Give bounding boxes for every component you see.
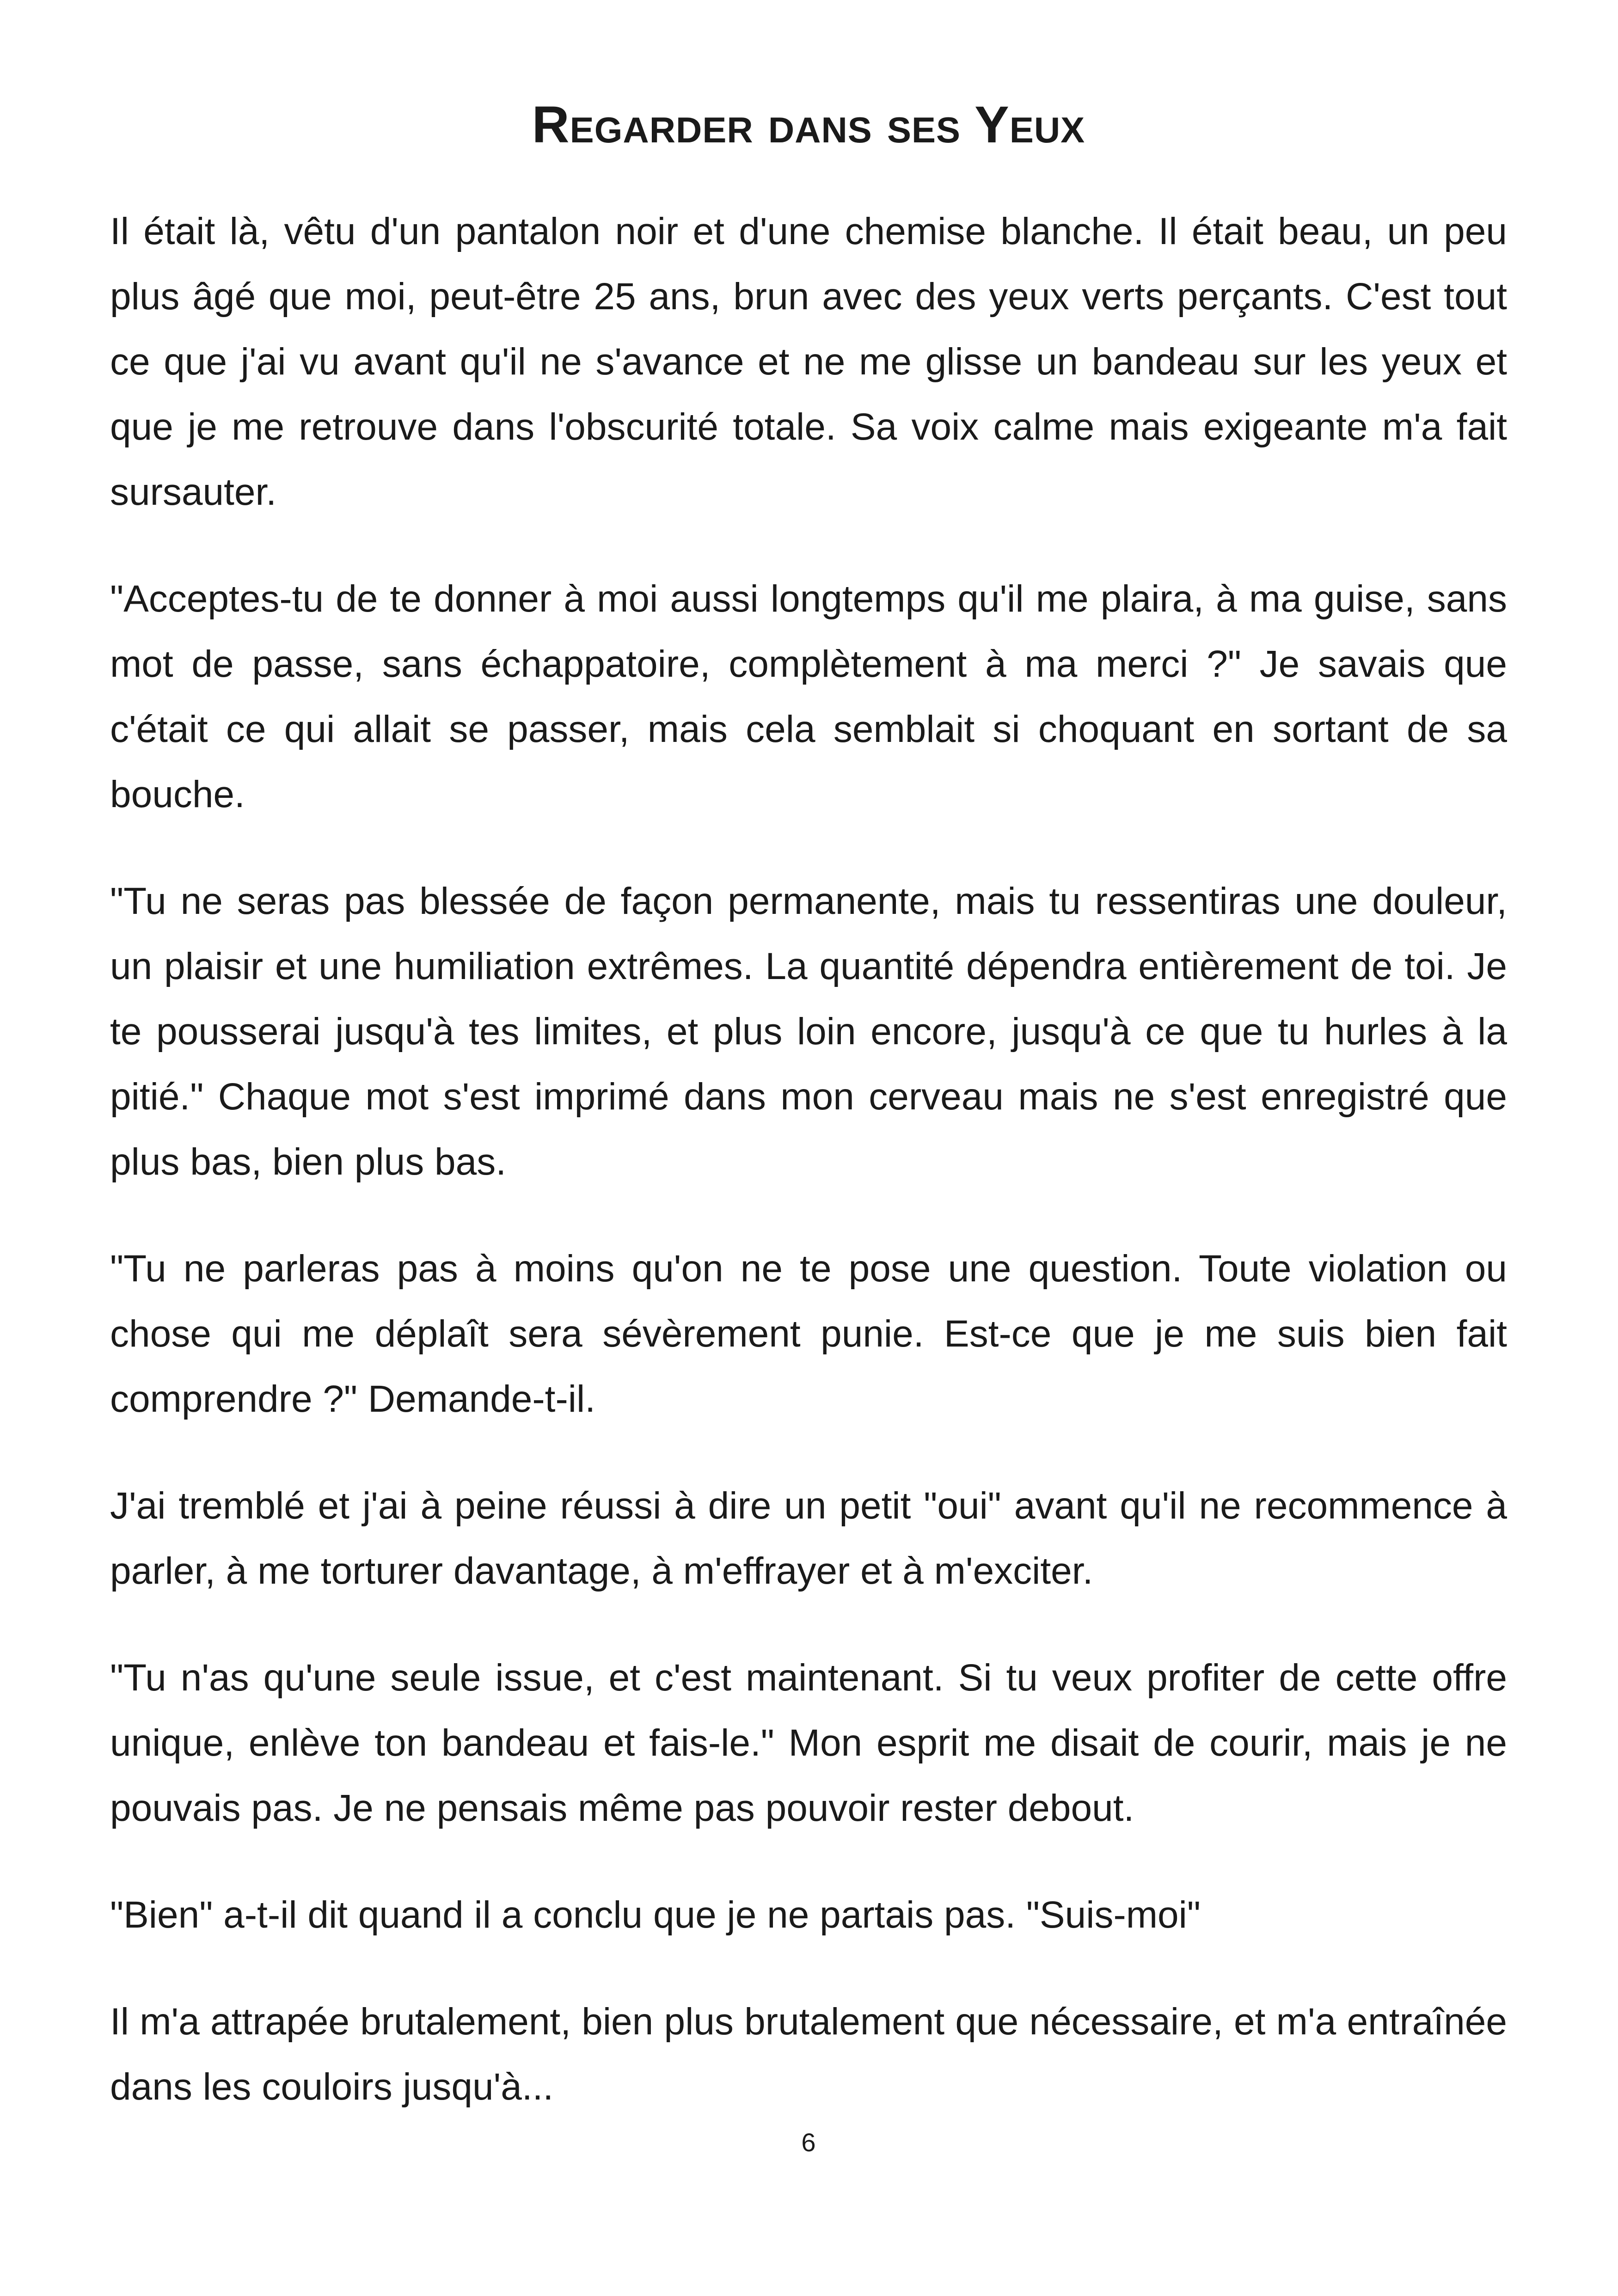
chapter-title: Regarder dans ses Yeux xyxy=(532,96,1085,153)
paragraph-3: "Tu ne seras pas blessée de façon permanente, mais tu ressentiras une douleur, un plaisir et une humiliation extrêmes. La quantité dépendra entièrement de toi. Je te pousserai jusqu'à tes limites, et plus loin encore, jusqu'à ce que tu hurles à la pitié." Chaque mot s'est imprimé dans mon cerveau mais ne s'est enregistré que plus bas, bien plus bas. xyxy=(110,880,1507,1183)
paragraph-6: "Tu n'as qu'une seule issue, et c'est maintenant. Si tu veux profiter de cette offre unique, enlève ton bandeau et fais-le." Mon esprit me disait de courir, mais je ne pouvais pas. Je ne pensais même pas pouvoir rester debout. xyxy=(110,1657,1507,1829)
paragraph-5: J'ai tremblé et j'ai à peine réussi à dire un petit "oui" avant qu'il ne recommence à parler, à me torturer davantage, à m'effrayer et à m'exciter. xyxy=(110,1485,1507,1592)
chapter-body xyxy=(110,199,1507,2161)
paragraph-2: "Acceptes-tu de te donner à moi aussi longtemps qu'il me plaira, à ma guise, sans mot de passe, sans échappatoire, complètement à ma merci ?" Je savais que c'était ce qui allait se passer, mais cela semblait si choquant en sortant de sa bouche. xyxy=(110,578,1507,815)
document-page xyxy=(110,0,1507,2296)
paragraph-8: Il m'a attrapée brutalement, bien plus brutalement que nécessaire, et m'a entraînée dans les couloirs jusqu'à... xyxy=(110,2001,1507,2108)
paragraph-4: "Tu ne parleras pas à moins qu'on ne te pose une question. Toute violation ou chose qui me déplaît sera sévèrement punie. Est-ce que je me suis bien fait comprendre ?" Demande-t-il. xyxy=(110,1248,1507,1420)
paragraph-7: "Bien" a-t-il dit quand il a conclu que je ne partais pas. "Suis-moi" xyxy=(110,1894,1201,1936)
page-number: 6 xyxy=(801,2128,816,2157)
paragraph-1: Il était là, vêtu d'un pantalon noir et d'une chemise blanche. Il était beau, un peu plus âgé que moi, peut-être 25 ans, brun avec des yeux verts perçants. C'est tout ce que j'ai vu avant qu'il ne s'avance et ne me glisse un bandeau sur les yeux et que je me retrouve dans l'obscurité totale. Sa voix calme mais exigeante m'a fait sursauter. xyxy=(110,210,1507,513)
